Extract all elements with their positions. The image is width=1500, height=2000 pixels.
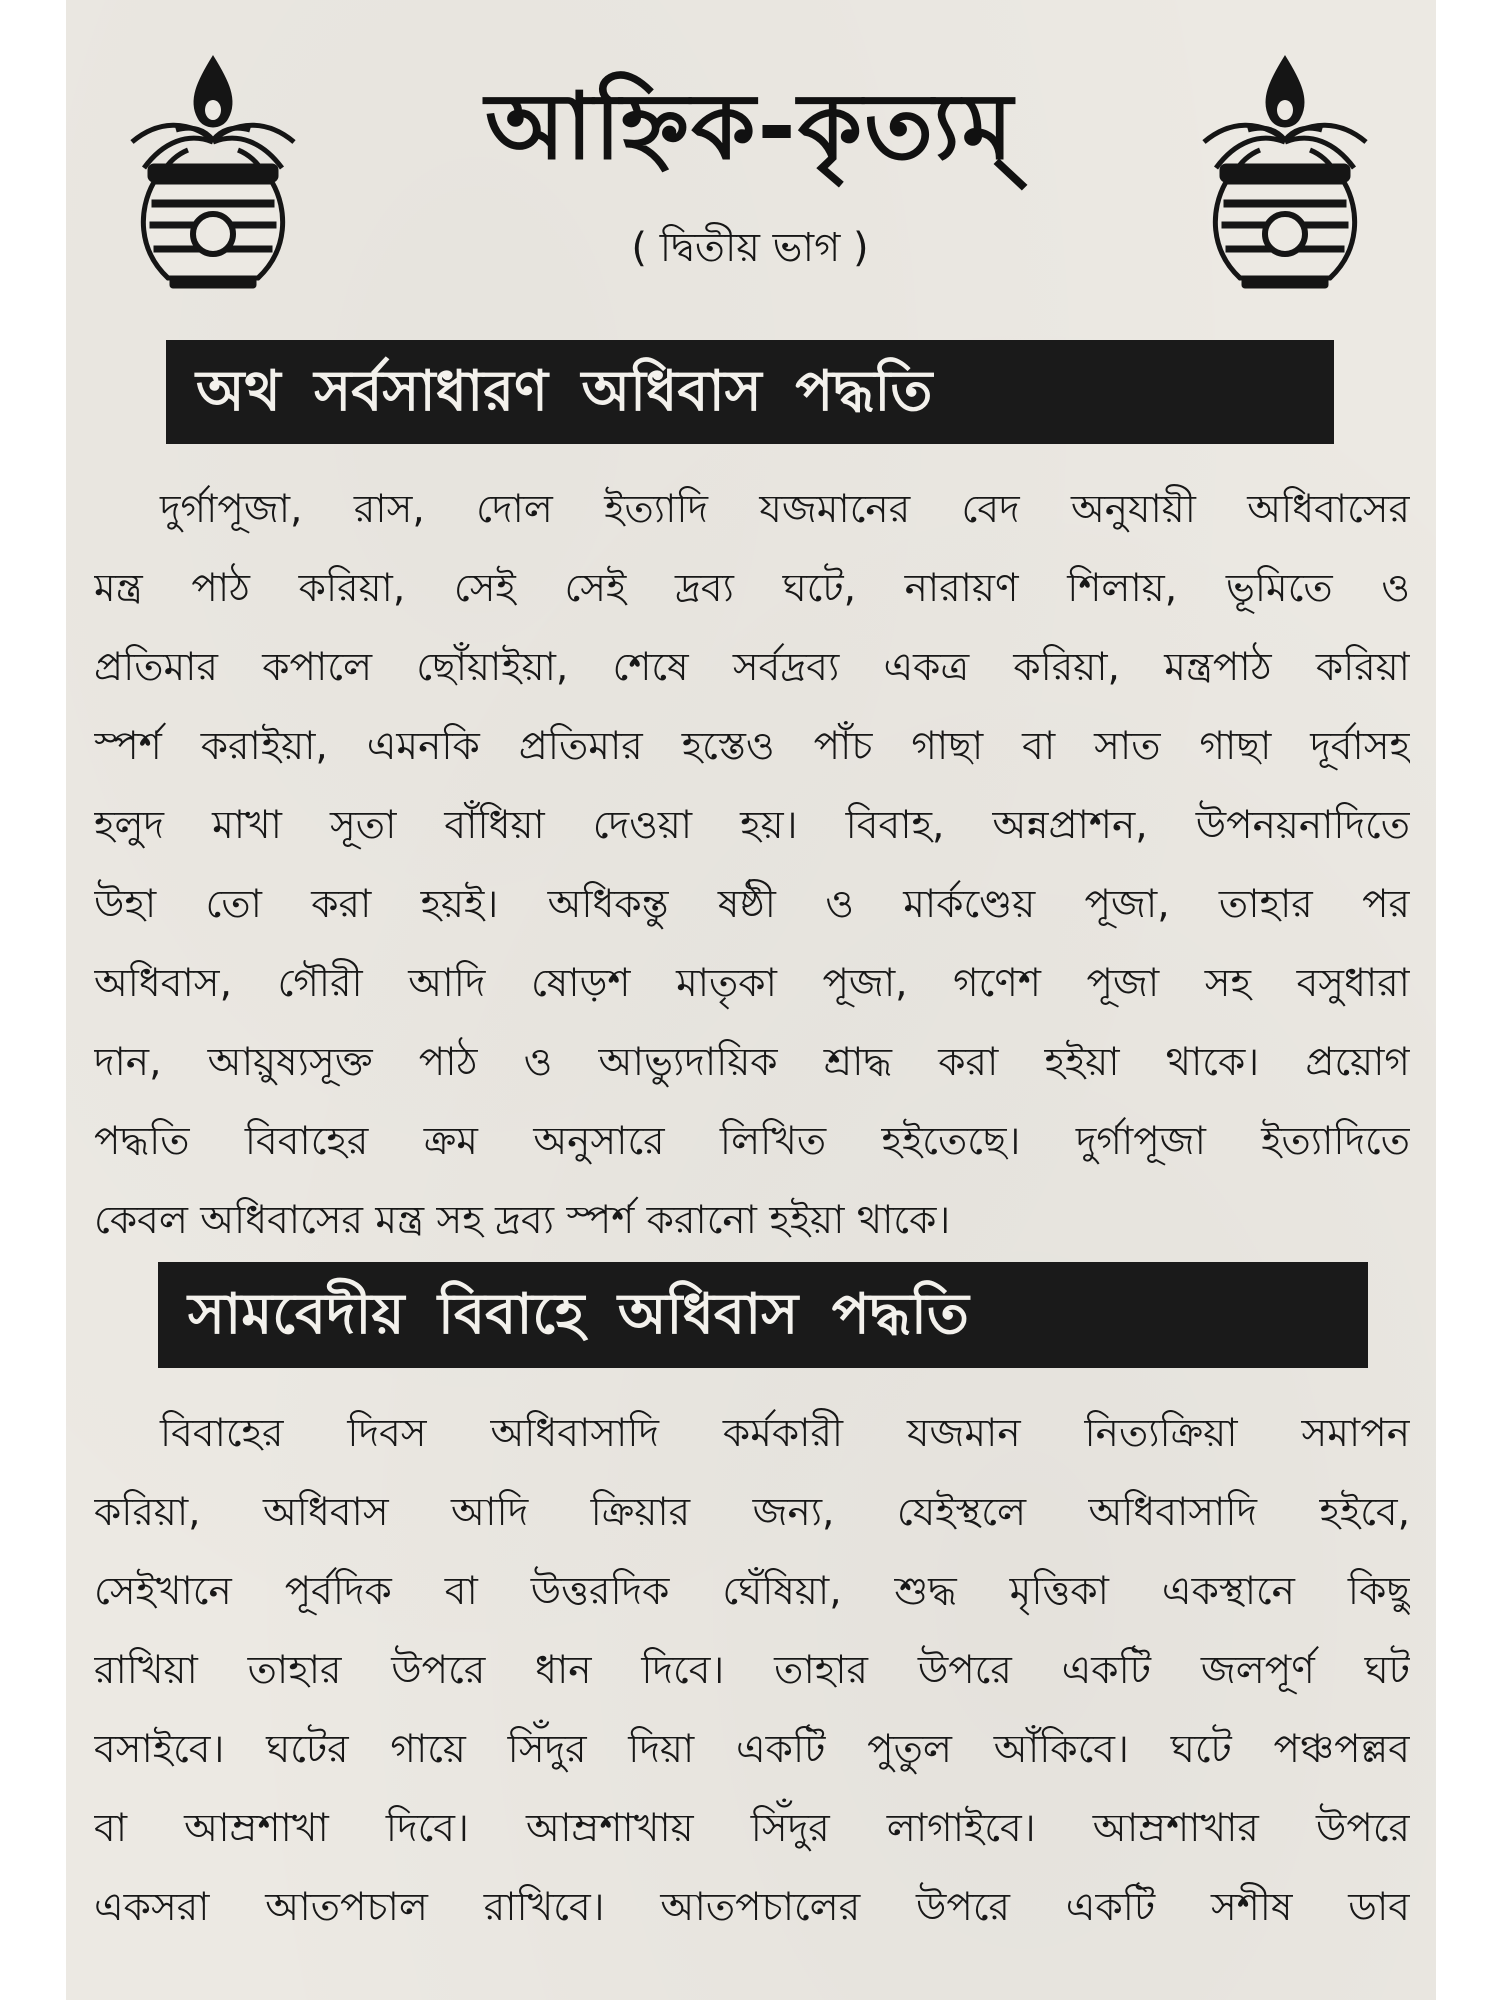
text-line: দুর্গাপূজা, রাস, দোল ইত্যাদি যজমানের বেদ অনুযায়ী অধিবাসের	[160, 487, 1410, 532]
text-line: সেইখানে পূর্বদিক বা উত্তরদিক ঘেঁষিয়া, শুদ্ধ মৃত্তিকা একস্থানে কিছু	[94, 1569, 1410, 1614]
text-line: মন্ত্র পাঠ করিয়া, সেই সেই দ্রব্য ঘটে, নারায়ণ শিলায়, ভূমিতে ও	[94, 566, 1410, 611]
text-line: বা আম্রশাখা দিবে। আম্রশাখায় সিঁদুর লাগাইবে। আম্রশাখার উপরে	[94, 1806, 1410, 1851]
section-heading-1: অথ সর্বসাধারণ অধিবাস পদ্ধতি	[166, 340, 1334, 444]
paragraph-2	[94, 1394, 1410, 1947]
text-line: উহা তো করা হয়ই। অধিকন্তু ষষ্ঠী ও মার্কণ্ডেয় পূজা, তাহার পর	[94, 882, 1410, 927]
text-line: একসরা আতপচাল রাখিবে। আতপচালের উপরে একটি সশীষ ডাব	[94, 1885, 1410, 1930]
text-line: করিয়া, অধিবাস আদি ক্রিয়ার জন্য, যেইস্থলে অধিবাসাদি হইবে,	[94, 1490, 1410, 1535]
text-line: পদ্ধতি বিবাহের ক্রম অনুসারে লিখিত হইতেছে। দুর্গাপূজা ইত্যাদিতে	[94, 1119, 1410, 1164]
text-line: হলুদ মাখা সূতা বাঁধিয়া দেওয়া হয়। বিবাহ, অন্নপ্রাশন, উপনয়নাদিতে	[94, 803, 1410, 848]
kalash-icon	[1190, 50, 1380, 295]
text-line: প্রতিমার কপালে ছোঁয়াইয়া, শেষে সর্বদ্রব্য একত্র করিয়া, মন্ত্রপাঠ করিয়া	[94, 645, 1410, 690]
text-line: দান, আয়ুষ্যসূক্ত পাঠ ও আভ্যুদায়িক শ্রাদ্ধ করা হইয়া থাকে। প্রয়োগ	[94, 1040, 1410, 1085]
page-subtitle: ( দ্বিতীয় ভাগ )	[631, 225, 869, 271]
text-line: স্পর্শ করাইয়া, এমনকি প্রতিমার হস্তেও পাঁচ গাছা বা সাত গাছা দূর্বাসহ	[94, 724, 1410, 769]
page-title: আহ্নিক-কৃত্যম্	[485, 73, 1015, 180]
paragraph-1	[94, 470, 1410, 1260]
text-line: কেবল অধিবাসের মন্ত্র সহ দ্রব্য স্পর্শ করানো হইয়া থাকে।	[94, 1198, 951, 1243]
text-line: বিবাহের দিবস অধিবাসাদি কর্মকারী যজমান নিত্যক্রিয়া সমাপন	[160, 1411, 1410, 1456]
text-line: বসাইবে। ঘটের গায়ে সিঁদুর দিয়া একটি পুতুল আঁকিবে। ঘটে পঞ্চপল্লব	[94, 1727, 1410, 1772]
kalash-icon	[118, 50, 308, 295]
text-line: অধিবাস, গৌরী আদি ষোড়শ মাতৃকা পূজা, গণেশ পূজা সহ বসুধারা	[94, 961, 1410, 1006]
text-line: রাখিয়া তাহার উপরে ধান দিবে। তাহার উপরে একটি জলপূর্ণ ঘট	[94, 1648, 1410, 1693]
section-heading-2: সামবেদীয় বিবাহে অধিবাস পদ্ধতি	[158, 1262, 1368, 1368]
